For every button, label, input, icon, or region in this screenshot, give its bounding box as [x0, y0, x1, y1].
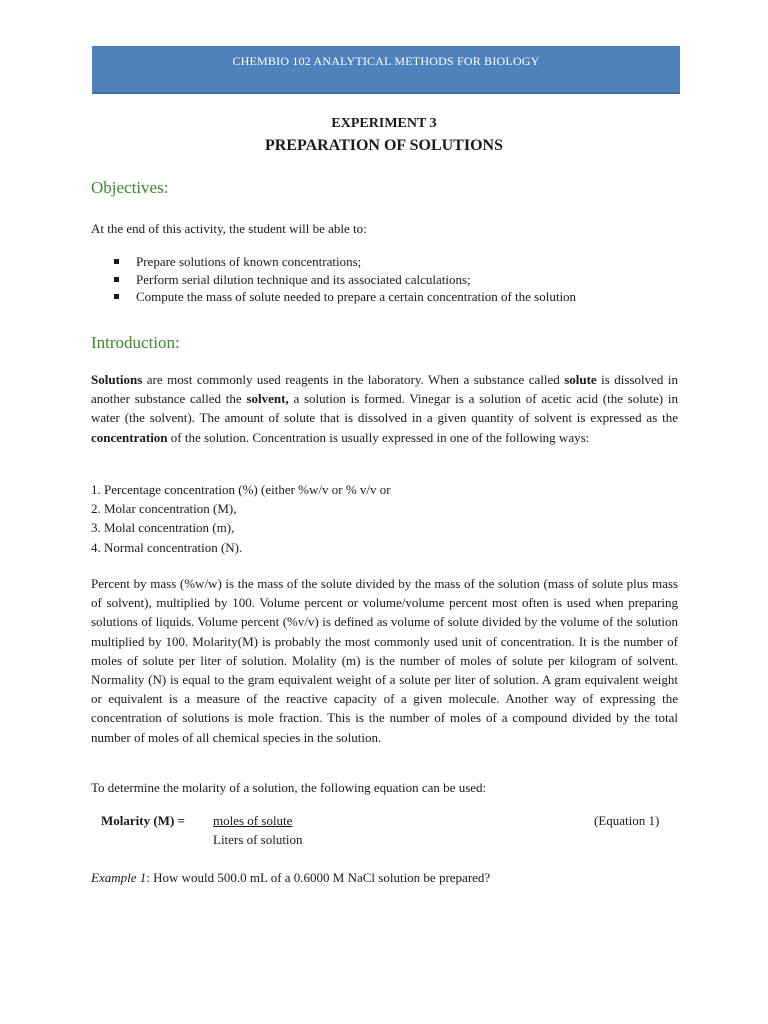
course-header-band	[92, 46, 680, 94]
course-title: CHEMBIO 102 ANALYTICAL METHODS FOR BIOLOGY	[232, 54, 540, 68]
equation-tag: (Equation 1)	[594, 813, 660, 828]
experiment-title: PREPARATION OF SOLUTIONS	[265, 137, 503, 154]
equation-numerator: moles of solute	[213, 813, 293, 828]
objectives-intro: At the end of this activity, the student will be able to:	[91, 221, 367, 236]
introduction-paragraph-1: Solutions are most commonly used reagents in the laboratory. When a substance called solute is dissolved in another substance called the solvent, a solution is formed. Vinegar is a solution of acetic acid (the solute) in water (the solvent). The amount of solute that is dissolved in a given quantity of solvent is expressed as the concentration of the solution. Concentration is usually expressed in one of the following ways:	[91, 372, 678, 445]
list-item: 2. Molar concentration (M),	[91, 501, 237, 517]
introduction-paragraph-2: Percent by mass (%w/w) is the mass of the solute divided by the mass of the solution (mass of solute plus mass of solvent), multiplied by 100. Volume percent or volume/volume percent most often is used when preparing solutions of liquids. Volume percent (%v/v) is defined as volume of solute divided by the volume of the solution multiplied by 100. Molarity(M) is probably the most commonly used unit of concentration. It is the number of moles of solute per liter of solution. Molality (m) is the number of moles of solute per kilogram of solvent. Normality (N) is equal to the gram equivalent weight of a solute per liter of solution. A gram equivalent weight or equivalent is a measure of the reactive capacity of a given molecule. Another way of expressing the concentration of solutions is mole fraction. This is the number of moles of a compound divided by the total number of moles of all chemical species in the solution.	[91, 576, 678, 745]
list-item: 4. Normal concentration (N).	[91, 539, 243, 555]
experiment-label: EXPERIMENT 3	[331, 116, 437, 131]
concentration-types-list	[91, 480, 391, 557]
list-item: 1. Percentage concentration (%) (either %w/v or % v/v or	[91, 482, 391, 497]
list-item: Perform serial dilution technique and its associated calculations;	[91, 271, 681, 289]
list-item: 3. Molal concentration (m),	[91, 520, 235, 536]
list-item: Compute the mass of solute needed to prepare a certain concentration of the solution	[91, 288, 681, 306]
equation-intro: To determine the molarity of a solution, the following equation can be used:	[91, 780, 487, 795]
introduction-heading: Introduction:	[91, 333, 180, 352]
equation-lhs: Molarity (M) =	[101, 813, 185, 828]
objectives-heading: Objectives:	[91, 178, 169, 197]
bullet-icon	[114, 294, 119, 299]
equation-denominator: Liters of solution	[213, 832, 303, 847]
example-1: Example 1: How would 500.0 mL of a 0.6000 M NaCl solution be prepared?	[91, 870, 491, 885]
list-item: Prepare solutions of known concentrations;	[91, 253, 681, 271]
bullet-icon	[114, 259, 119, 264]
objectives-list	[91, 253, 681, 306]
bullet-icon	[114, 277, 119, 282]
